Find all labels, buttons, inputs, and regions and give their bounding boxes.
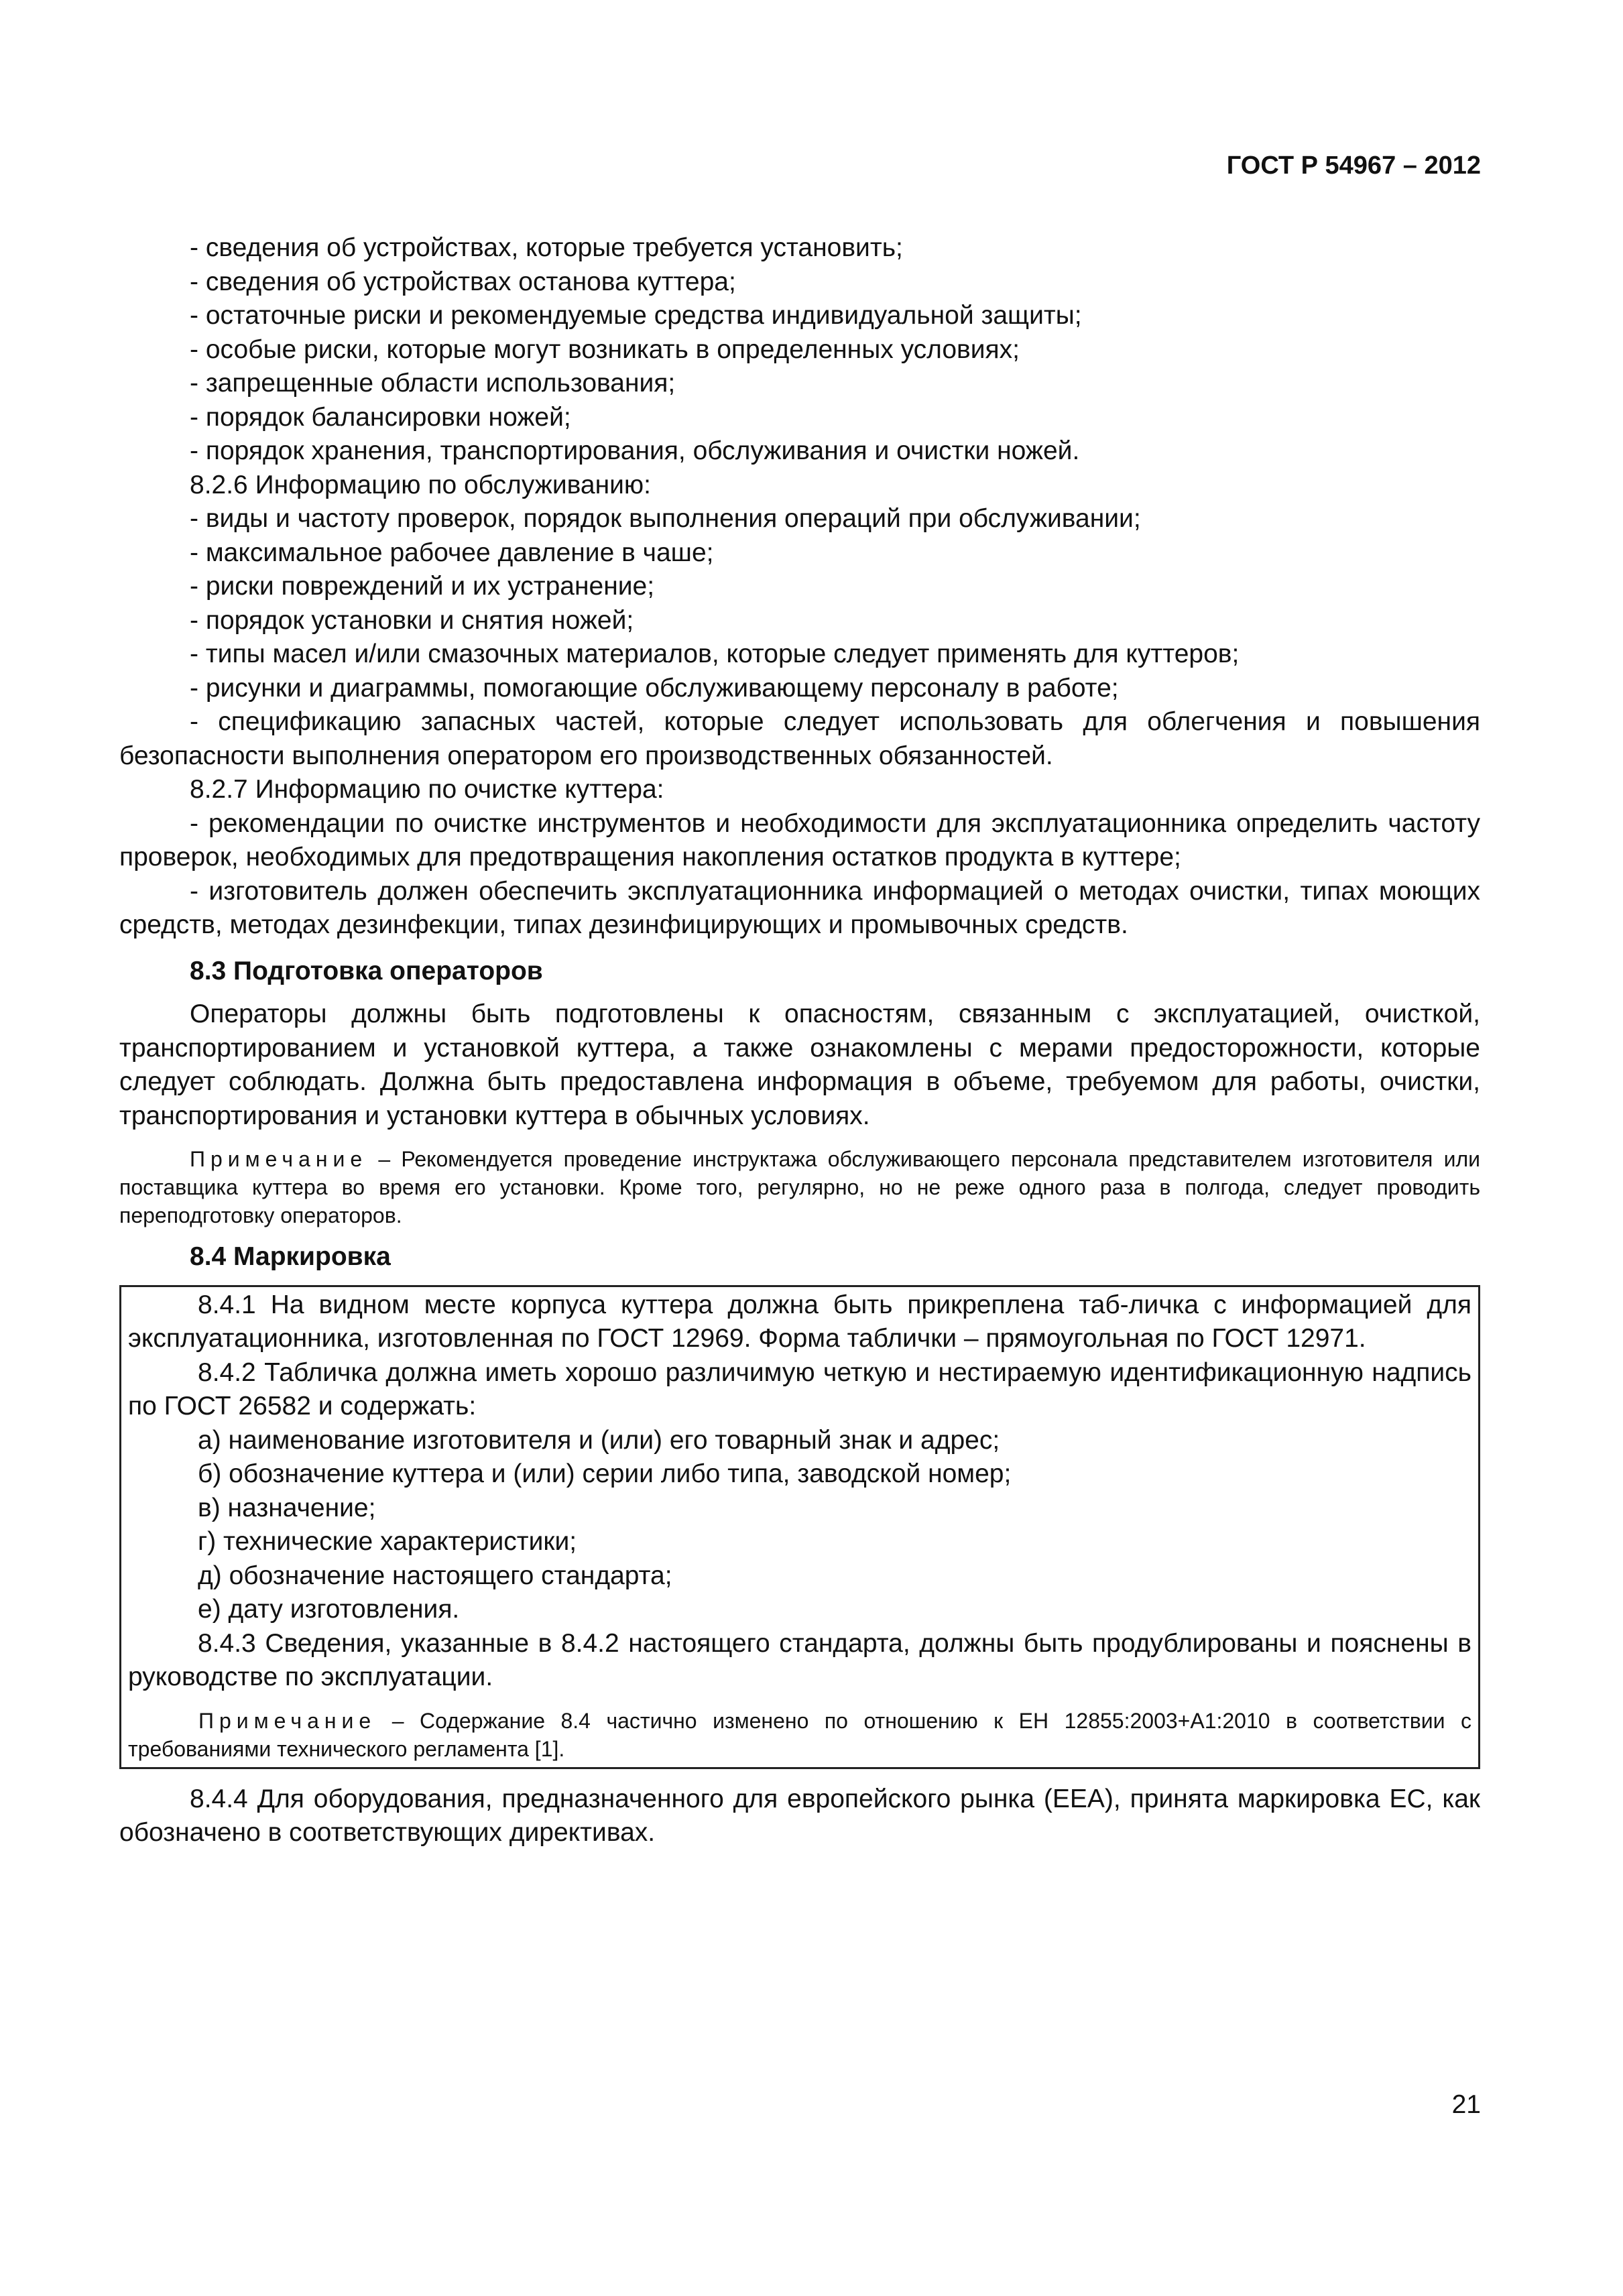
list-item: - сведения об устройствах останова куттера;	[190, 267, 736, 296]
list-item: в) назначение;	[198, 1493, 376, 1522]
list-item: г) технические характеристики;	[198, 1527, 577, 1556]
note-text: – Рекомендуется проведение инструктажа обслуживающего персонала представителем изготовителя или поставщика куттера во время его установки. Кроме того, регулярно, но не реже одного раза в полгода, следует проводить переподготовку операторов.	[119, 1147, 1480, 1227]
amended-text-box	[119, 1285, 1480, 1769]
clause-8-2-6: 8.2.6 Информацию по обслуживанию:	[190, 470, 652, 499]
note-text: – Содержание 8.4 частично изменено по отношению к ЕН 12855:2003+А1:2010 в соответствии с требованиями технического регламента [1].	[128, 1708, 1471, 1761]
list-item: - типы масел и/или смазочных материалов, которые следует применять для куттеров;	[190, 640, 1240, 668]
page-body	[119, 231, 1480, 1850]
section-heading-8-3: 8.3 Подготовка операторов	[190, 956, 543, 985]
list-item: - особые риски, которые могут возникать в определенных условиях;	[190, 335, 1020, 364]
list-item: а) наименование изготовителя и (или) его товарный знак и адрес;	[198, 1425, 1000, 1455]
note-label: Примечание	[190, 1147, 368, 1171]
list-item: - рекомендации по очистке инструментов и необходимости для эксплуатационника определить частоту проверок, необходимых для предотвращения накопления остатков продукта в куттере;	[119, 808, 1480, 871]
list-item: - риски повреждений и их устранение;	[190, 572, 655, 601]
list-item: - виды и частоту проверок, порядок выполнения операций при обслуживании;	[190, 504, 1141, 533]
list-item: - порядок хранения, транспортирования, обслуживания и очистки ножей.	[190, 436, 1080, 465]
list-item: - порядок балансировки ножей;	[190, 402, 571, 432]
list-item: - рисунки и диаграммы, помогающие обслуживающему персоналу в работе;	[190, 673, 1119, 703]
page-number: 21	[1451, 2090, 1481, 2119]
paragraph-8-3: Операторы должны быть подготовлены к опасностям, связанным с эксплуатацией, очисткой, транспортированием и установкой куттера, а также ознакомлены с мерами предосторожности, которые следует соблюдать. Должна быть предоставлена информация в объеме, требуемом для работы, очистки, транспортирования и установки куттера в обычных условиях.	[119, 1000, 1480, 1130]
clause-8-4-2: 8.4.2 Табличка должна иметь хорошо различимую четкую и нестираемую идентификационную надпись по ГОСТ 26582 и содержать:	[128, 1357, 1471, 1421]
section-heading-8-4: 8.4 Маркировка	[190, 1242, 391, 1271]
clause-8-4-4: 8.4.4 Для оборудования, предназначенного для европейского рынка (ЕЕА), принята маркировка ЕС, как обозначено в соответствующих директивах.	[119, 1784, 1480, 1847]
list-item: е) дату изготовления.	[198, 1595, 460, 1624]
list-item: - остаточные риски и рекомендуемые средства индивидуальной защиты;	[190, 301, 1082, 330]
list-item: б) обозначение куттера и (или) серии либо типа, заводской номер;	[198, 1459, 1012, 1488]
clause-8-4-1: 8.4.1 На видном месте корпуса куттера должна быть прикреплена таб-личка с информацией для эксплуатационника, изготовленная по ГОСТ 12969. Форма таблички – прямоугольная по ГОСТ 12971.	[128, 1290, 1471, 1353]
list-item: - сведения об устройствах, которые требуется установить;	[190, 233, 903, 262]
list-item: - максимальное рабочее давление в чаше;	[190, 538, 714, 567]
note-8-3	[119, 1145, 1480, 1229]
list-item: д) обозначение настоящего стандарта;	[198, 1561, 672, 1590]
list-item: - спецификацию запасных частей, которые следует использовать для облегчения и повышения безопасности выполнения оператором его производственных обязанностей.	[119, 707, 1480, 770]
list-item: - порядок установки и снятия ножей;	[190, 605, 634, 635]
document-header: ГОСТ Р 54967 – 2012	[1226, 152, 1481, 180]
list-item: - изготовитель должен обеспечить эксплуатационника информацией о методах очистки, типах моющих средств, методах дезинфекции, типах дезинфицирующих и промывочных средств.	[119, 876, 1480, 939]
clause-8-4-3: 8.4.3 Сведения, указанные в 8.4.2 настоящего стандарта, должны быть продублированы и пояснены в руководстве по эксплуатации.	[128, 1628, 1471, 1691]
list-item: - запрещенные области использования;	[190, 369, 676, 398]
note-label: Примечание	[198, 1708, 377, 1733]
note-8-4	[128, 1707, 1471, 1763]
clause-8-2-7: 8.2.7 Информацию по очистке куттера:	[190, 775, 664, 804]
